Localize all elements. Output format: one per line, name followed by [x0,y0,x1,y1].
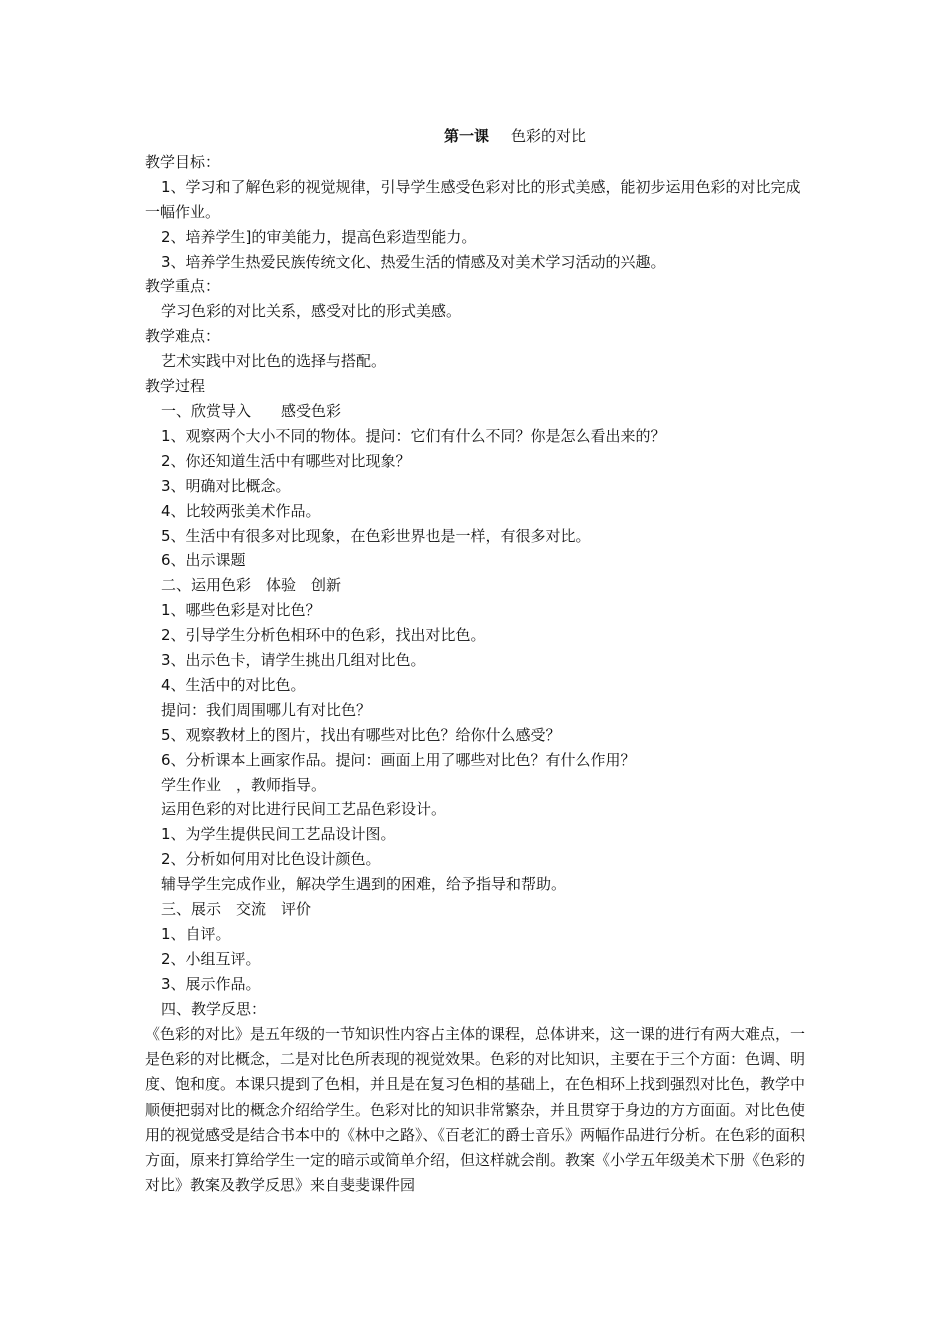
list-item: 3、展示作品。 [161,974,261,993]
objective-item: 2、培养学生]的审美能力，提高色彩造型能力。 [161,227,477,246]
list-item: 4、比较两张美术作品。 [161,501,321,520]
homework-text: 学生作业 ，教师指导。 [161,775,327,794]
section-title: 一、欣赏导入 感受色彩 [161,401,342,420]
difficulties-heading: 教学难点： [145,327,221,346]
process-heading: 教学过程 [145,377,206,396]
reflection-paragraph: 《色彩的对比》是五年级的一节知识性内容占主体的课程，总体讲来，这一课的进行有两大难点，一是色彩的对比概念，二是对比色所表现的视觉效果。色彩的对比知识，主要在于三个方面：色调、明度、饱和度。本课只提到了色相，并且是在复习色相的基础上，在色相环上找到强烈对比色，教学中顺便把弱对比的概念介绍给学生。色彩对比的知识非常繁杂，并且贯穿于身边的方方面面。对比色使用的视觉感受是结合书本中的《林中之路》、《百老汇的爵士音乐》两幅作品进行分析。在色彩的面积方面，原来打算给学生一定的暗示或简单介绍，但这样就会削。教案《小学五年级美术下册《色彩的对比》教案及教学反思》来自斐斐课件园 [145,1024,806,1195]
section-title: 三、展示 交流 评价 [161,900,312,919]
list-item: 2、小组互评。 [161,949,261,968]
section-title: 二、运用色彩 体验 创新 [161,576,342,595]
list-item: 3、出示色卡，请学生挑出几组对比色。 [161,651,426,670]
list-item: 4、生活中的对比色。 [161,675,306,694]
list-item: 2、你还知道生活中有哪些对比现象？ [161,451,411,470]
guide-text: 辅导学生完成作业，解决学生遇到的困难，给予指导和帮助。 [161,875,567,894]
design-text: 运用色彩的对比进行民间工艺品色彩设计。 [161,800,447,819]
difficulties-text: 艺术实践中对比色的选择与搭配。 [161,352,387,371]
list-item: 2、分析如何用对比色设计颜色。 [161,850,381,869]
objectives-heading: 教学目标： [145,152,221,171]
list-item: 1、为学生提供民间工艺品设计图。 [161,825,396,844]
key-points-text: 学习色彩的对比关系，感受对比的形式美感。 [161,302,462,321]
lesson-name: 色彩的对比 [511,127,587,145]
list-item: 3、明确对比概念。 [161,476,291,495]
list-item: 1、观察两个大小不同的物体。提问：它们有什么不同？你是怎么看出来的？ [161,426,666,445]
list-item: 6、出示课题 [161,551,246,570]
list-item: 5、观察教材上的图片，找出有哪些对比色？给你什么感受？ [161,725,561,744]
key-points-heading: 教学重点： [145,277,221,296]
list-item: 5、生活中有很多对比现象，在色彩世界也是一样，有很多对比。 [161,526,591,545]
list-item: 1、哪些色彩是对比色？ [161,601,321,620]
list-item: 1、自评。 [161,925,231,943]
question-text: 提问：我们周围哪儿有对比色？ [161,700,372,719]
list-item: 6、分析课本上画家作品。提问：画面上用了哪些对比色？有什么作用？ [161,750,636,769]
document-page [145,124,810,1199]
objective-item: 1、学习和了解色彩的视觉规律，引导学生感受色彩对比的形式美感，能初步运用色彩的对比完成一幅作业。 [145,177,801,221]
list-item: 2、引导学生分析色相环中的色彩，找出对比色。 [161,626,486,645]
objective-item: 3、培养学生热爱民族传统文化、热爱生活的情感及对美术学习活动的兴趣。 [161,252,666,271]
page-title [220,124,810,149]
lesson-number: 第一课 [443,127,489,145]
section-title: 四、教学反思： [161,999,267,1018]
